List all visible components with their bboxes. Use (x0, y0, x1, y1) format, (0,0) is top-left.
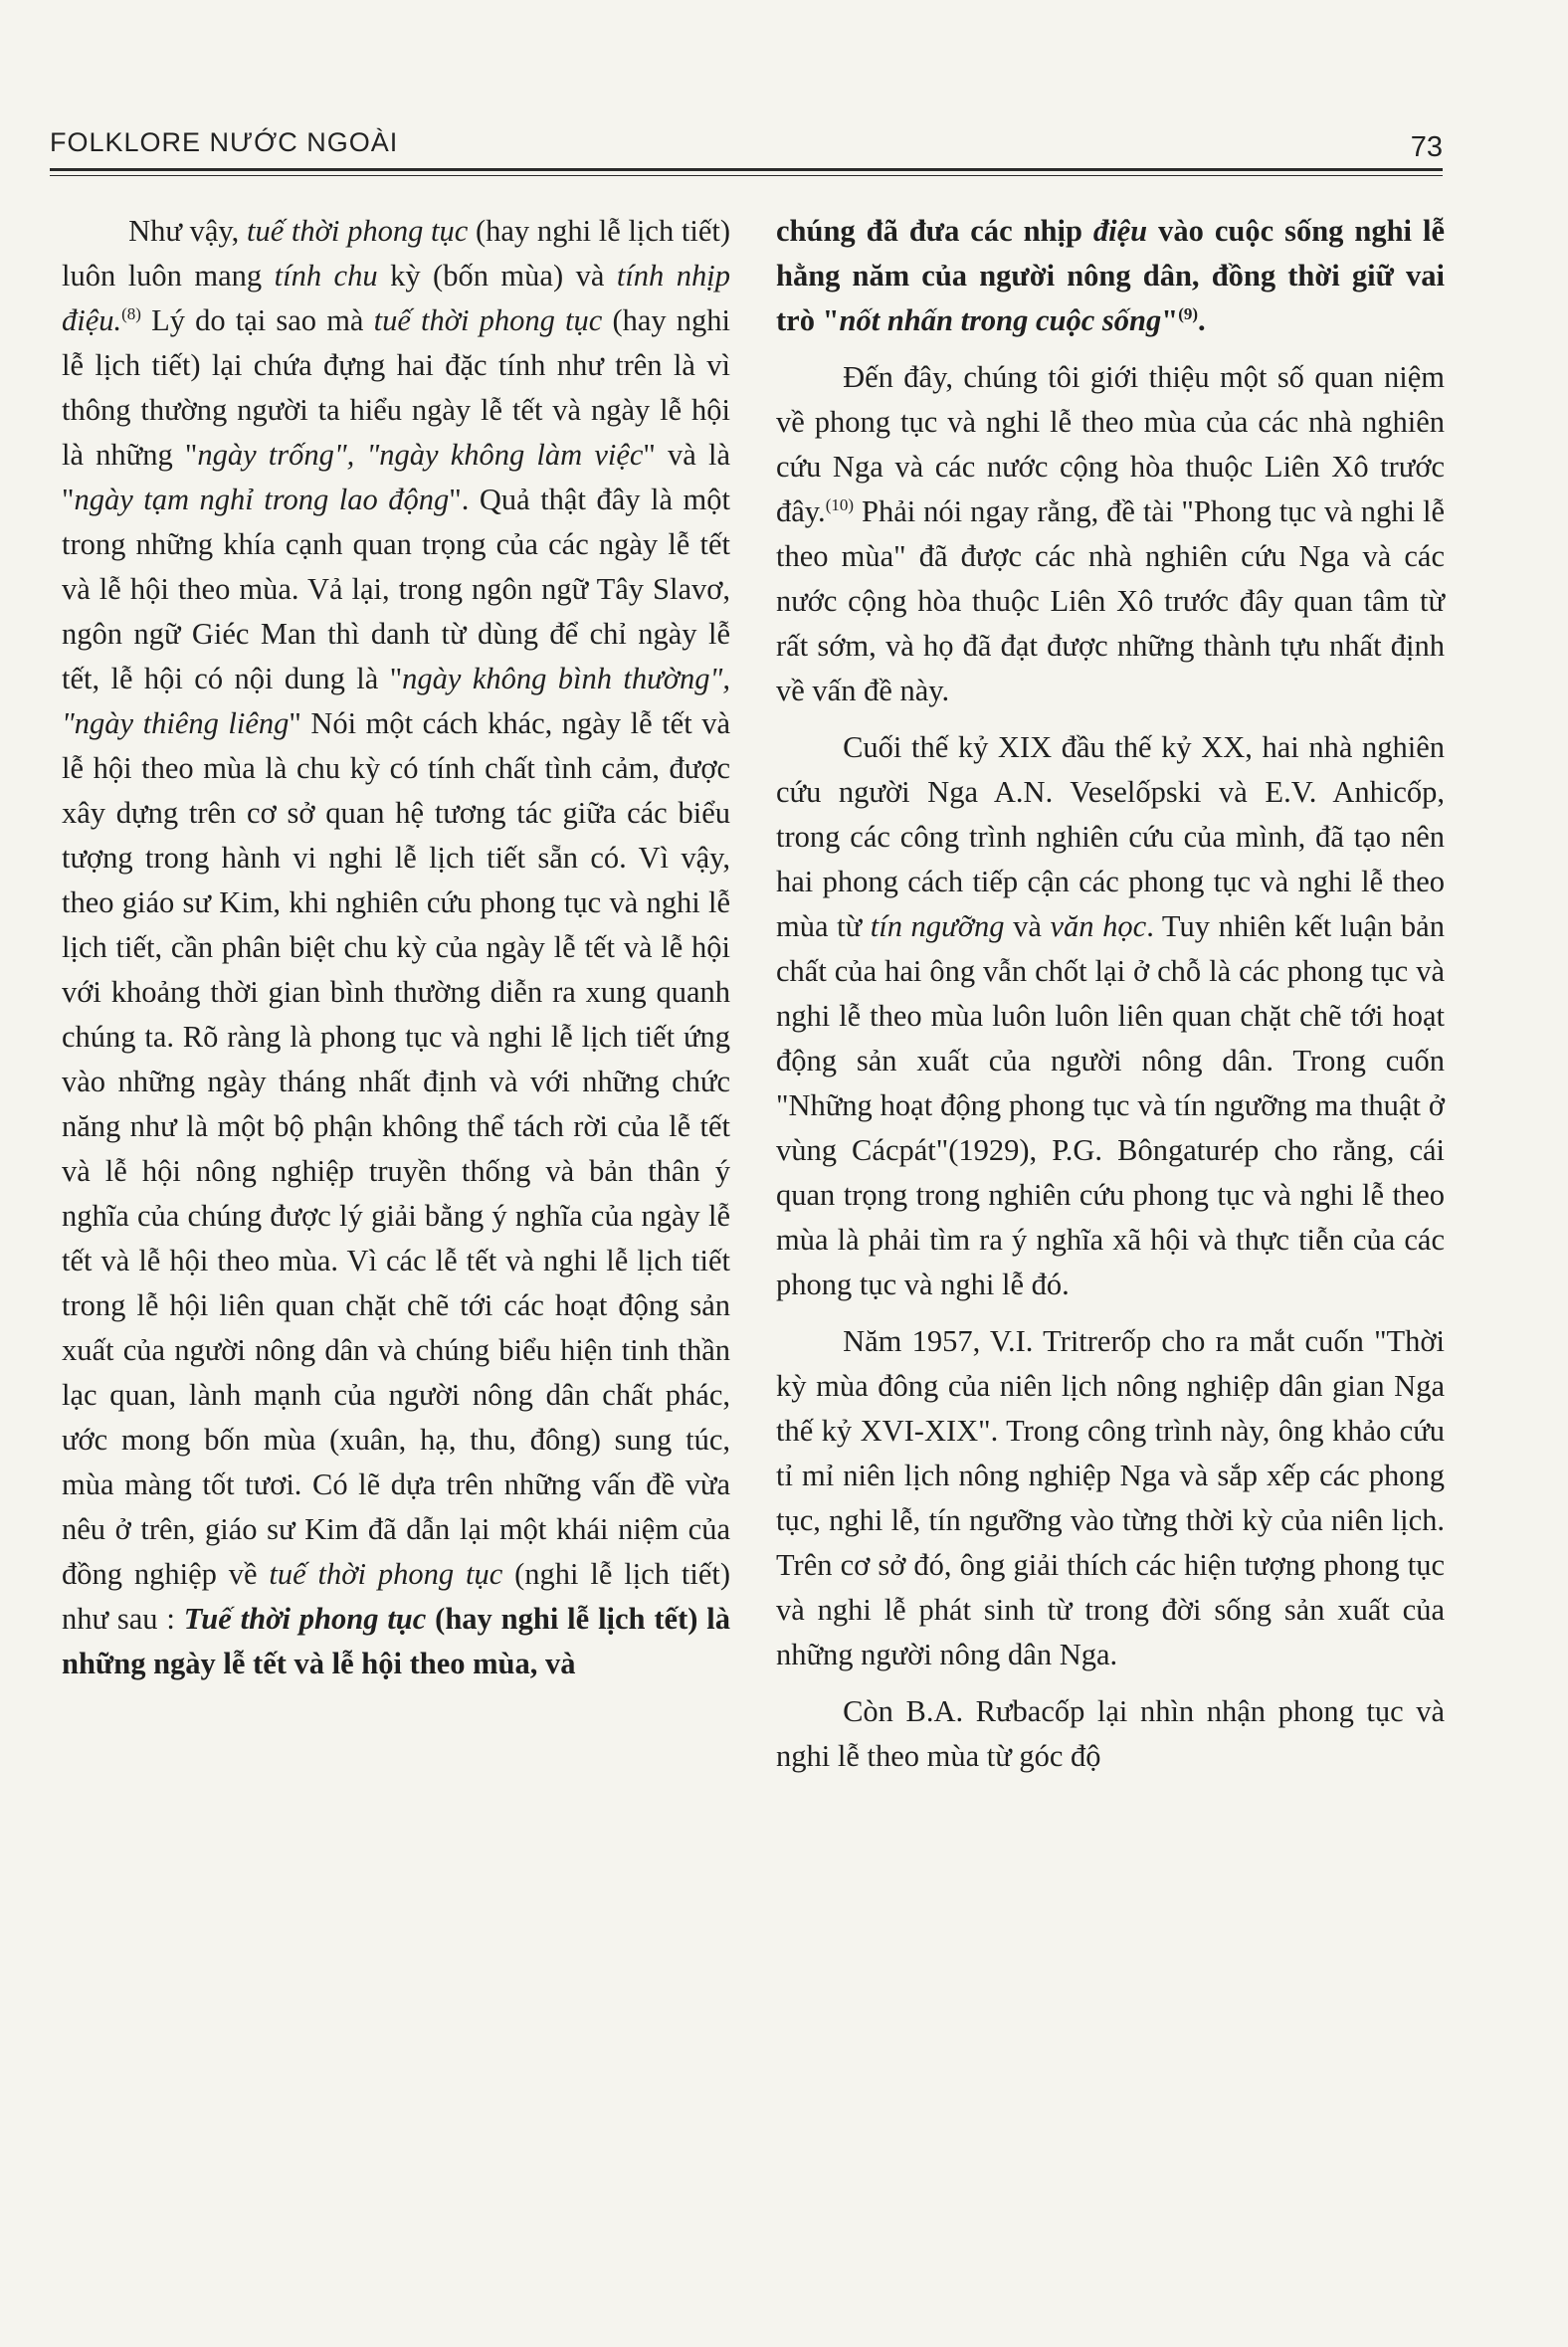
paragraph (776, 1689, 1445, 1779)
text-run: kỳ (bốn mùa) và (377, 259, 617, 293)
italic-term: văn học (1050, 909, 1147, 943)
header-rule-thin (50, 175, 1443, 176)
bold-text-run: (hay nghi lễ lịch tết) là những ngày lễ tết và lễ hội theo mùa, và (62, 1602, 730, 1680)
page-header (50, 127, 1443, 167)
page-number: 73 (1410, 131, 1443, 163)
bold-italic-term: Tuế thời phong tục (183, 1602, 427, 1636)
paragraph (62, 209, 730, 1686)
text-run: và (1004, 909, 1051, 943)
footnote-ref: (9) (1178, 303, 1199, 323)
italic-term: tính chu (274, 259, 378, 293)
text-run: . Tuy nhiên kết luận bản chất của hai ông vẫn chốt lại ở chỗ là các phong tục và nghi lễ theo mùa luôn luôn liên quan chặt chẽ tới hoạt động sản xuất của người nông dân. Trong cuốn "Những hoạt động phong tục và tín ngưỡng ma thuật ở vùng Cácpát"(1929), P.G. Bôngaturép cho rằng, cái quan trọng trong nghiên cứu phong tục và nghi lễ theo mùa là phải tìm ra ý nghĩa xã hội và thực tiễn của các phong tục và nghi lễ đó. (776, 909, 1445, 1301)
paragraph (776, 1319, 1445, 1677)
text-run: " và là " (62, 438, 730, 516)
text-run: Đến đây, chúng tôi giới thiệu một số quan niệm về phong tục và nghi lễ theo mùa của các nhà nghiên cứu Nga và các nước cộng hòa thuộc Liên Xô trước đây. (776, 360, 1445, 528)
right-column (776, 209, 1445, 1791)
footnote-ref: (8) (121, 303, 141, 323)
text-run: Như vậy, (128, 214, 247, 248)
paragraph (776, 355, 1445, 713)
header-rule-thick (50, 168, 1443, 171)
italic-term: ngày không bình thường", "ngày thiêng liêng (62, 662, 730, 740)
text-run: Còn B.A. Rưbacốp lại nhìn nhận phong tục và nghi lễ theo mùa từ góc độ (776, 1694, 1445, 1773)
text-run: vào cuộc sống nghi lễ hằng năm của người nông dân, đồng thời giữ vai trò " (776, 214, 1446, 337)
text-run: ". Quả thật đây là một trong những khía cạnh quan trọng của các ngày lễ tết và lễ hội theo mùa. Vả lại, trong ngôn ngữ Tây Slavơ, ngôn ngữ Giéc Man thì danh từ dùng để chỉ ngày lễ tết, lễ hội có nội dung là " (62, 483, 730, 695)
text-run: " Nói một cách khác, ngày lễ tết và lễ hội theo mùa là chu kỳ có tính chất tình cảm, được xây dựng trên cơ sở quan hệ tương tác giữa các biểu tượng trong hành vi nghi lễ lịch tiết sẵn có. Vì vậy, theo giáo sư Kim, khi nghiên cứu phong tục và nghi lễ lịch tiết, cần phân biệt chu kỳ của ngày lễ tết và lễ hội với khoảng thời gian bình thường diễn ra xung quanh chúng ta. Rõ ràng là phong tục và nghi lễ lịch tiết ứng vào những ngày tháng nhất định và với những chức năng như là một bộ phận không thể tách rời của lễ tết và lễ hội nông nghiệp truyền thống và bản thân ý nghĩa của chúng được lý giải bằng ý nghĩa của ngày lễ tết và lễ hội theo mùa. Vì các lễ tết và nghi lễ lịch tiết trong lễ hội liên quan chặt chẽ tới các hoạt động sản xuất của người nông dân và chúng biểu hiện tinh thần lạc quan, lành mạnh của người nông dân chất phác, ước mong bốn mùa (xuân, hạ, thu, đông) sung túc, mùa màng tốt tươi. Có lẽ dựa trên những vấn đề vừa nêu ở trên, giáo sư Kim đã dẫn lại một khái niệm của đồng nghiệp về (62, 706, 730, 1591)
text-run: (hay nghi lễ lịch tiết) lại chứa đựng hai đặc tính như trên là vì thông thường người ta hiểu ngày lễ tết và ngày lễ hội là những " (62, 303, 730, 472)
paragraph (776, 725, 1445, 1307)
italic-term: tuế thời phong tục (373, 303, 603, 337)
text-run: " (1161, 303, 1179, 337)
italic-term: tín ngưỡng (870, 909, 1005, 943)
italic-term: điệu (1092, 214, 1148, 248)
text-run: Cuối thế kỷ XIX đầu thế kỷ XX, hai nhà nghiên cứu người Nga A.N. Veselốpski và E.V. Anhicốp, trong các công trình nghiên cứu của mình, đã tạo nên hai phong cách tiếp cận các phong tục và nghi lễ theo mùa từ (776, 730, 1445, 943)
left-column (62, 209, 730, 1698)
italic-term: ngày tạm nghỉ trong lao động (74, 483, 450, 516)
text-run: Năm 1957, V.I. Tritrerốp cho ra mắt cuốn "Thời kỳ mùa đông của niên lịch nông nghiệp dân gian Nga thế kỷ XVI-XIX". Trong công trình này, ông khảo cứu tỉ mỉ niên lịch nông nghiệp Nga và sắp xếp các phong tục, nghi lễ, tín ngưỡng vào từng thời kỳ của niên lịch. Trên cơ sở đó, ông giải thích các hiện tượng phong tục và nghi lễ phát sinh từ trong đời sống sản xuất của những người nông dân Nga. (776, 1324, 1445, 1671)
italic-term: tuế thời phong tục (246, 214, 469, 248)
italic-term: nốt nhấn trong cuộc sống (839, 303, 1162, 337)
text-run: (nghi lễ lịch tiết) như sau : (62, 1557, 730, 1636)
text-run: Lý do tại sao mà (140, 303, 374, 337)
italic-term: tính nhịp điệu. (62, 259, 730, 337)
text-run: . (1198, 303, 1206, 337)
running-title: FOLKLORE NƯỚC NGOÀI (50, 127, 399, 157)
footnote-ref: (10) (825, 494, 855, 514)
text-run: chúng đã đưa các nhịp (776, 214, 1093, 248)
italic-term: ngày trống", "ngày không làm việc (197, 438, 644, 472)
text-run: Phải nói ngay rằng, đề tài "Phong tục và nghi lễ theo mùa" đã được các nhà nghiên cứu Nga và các nước cộng hòa thuộc Liên Xô trước đây quan tâm từ rất sớm, và họ đã đạt được những thành tựu nhất định về vấn đề này. (776, 494, 1445, 707)
italic-term: tuế thời phong tục (269, 1557, 503, 1591)
text-run: (hay nghi lễ lịch tiết) luôn luôn mang (62, 214, 730, 293)
paragraph (776, 209, 1445, 343)
